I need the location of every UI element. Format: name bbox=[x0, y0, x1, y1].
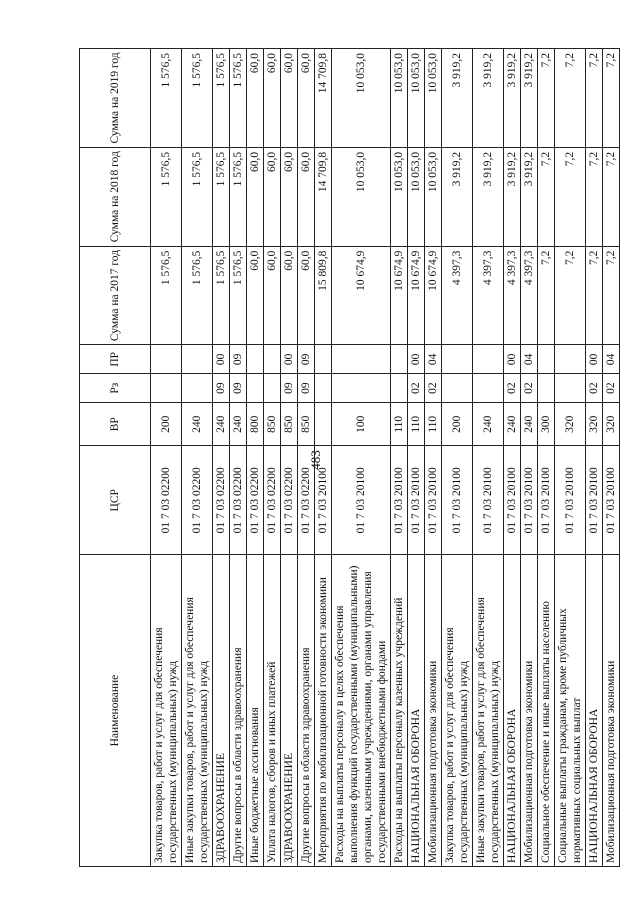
cell-name: Закупка товаров, работ и услуг для обеспечения государственных (муниципальных) нужд bbox=[151, 555, 182, 867]
cell-sum-2017: 4 397,3 bbox=[473, 246, 504, 345]
cell-pr bbox=[538, 345, 555, 374]
cell-sum-2019: 1 576,5 bbox=[151, 49, 182, 148]
cell-sum-2018: 1 576,5 bbox=[213, 147, 230, 246]
cell-vr: 320 bbox=[586, 403, 603, 446]
cell-vr: 240 bbox=[473, 403, 504, 446]
cell-sum-2017: 15 809,8 bbox=[315, 246, 332, 345]
cell-pr bbox=[442, 345, 473, 374]
cell-name: Мобилизационная подготовка экономики bbox=[425, 555, 442, 867]
cell-sum-2018: 60,0 bbox=[298, 147, 315, 246]
cell-rz: 09 bbox=[230, 374, 247, 403]
header-name: Наименование bbox=[80, 555, 151, 867]
cell-sum-2018: 7,2 bbox=[555, 147, 586, 246]
cell-sum-2019: 10 053,0 bbox=[408, 49, 425, 148]
cell-sum-2018: 3 919,2 bbox=[473, 147, 504, 246]
rotated-table-container bbox=[79, 48, 618, 867]
cell-name: Мероприятия по мобилизационной готовности экономики bbox=[315, 555, 332, 867]
cell-sum-2018: 60,0 bbox=[264, 147, 281, 246]
cell-csr: 01 7 03 02200 bbox=[230, 446, 247, 555]
cell-rz bbox=[473, 374, 504, 403]
cell-name: Социальные выплаты гражданам, кроме публичных нормативных социальных выплат bbox=[555, 555, 586, 867]
cell-sum-2019: 14 709,8 bbox=[315, 49, 332, 148]
cell-pr bbox=[264, 345, 281, 374]
table-row bbox=[332, 49, 391, 867]
cell-name: Иные бюджетные ассигнования bbox=[247, 555, 264, 867]
cell-sum-2017: 1 576,5 bbox=[213, 246, 230, 345]
cell-sum-2018: 14 709,8 bbox=[315, 147, 332, 246]
cell-sum-2019: 1 576,5 bbox=[230, 49, 247, 148]
cell-csr: 01 7 03 02200 bbox=[264, 446, 281, 555]
cell-sum-2018: 1 576,5 bbox=[151, 147, 182, 246]
cell-rz: 09 bbox=[281, 374, 298, 403]
cell-pr: 00 bbox=[408, 345, 425, 374]
cell-pr: 09 bbox=[230, 345, 247, 374]
cell-sum-2018: 1 576,5 bbox=[230, 147, 247, 246]
cell-csr: 01 7 03 20100 bbox=[315, 446, 332, 555]
cell-vr: 200 bbox=[442, 403, 473, 446]
cell-sum-2017: 60,0 bbox=[247, 246, 264, 345]
cell-csr: 01 7 03 20100 bbox=[521, 446, 538, 555]
cell-sum-2019: 7,2 bbox=[603, 49, 620, 148]
cell-name: НАЦИОНАЛЬНАЯ ОБОРОНА bbox=[408, 555, 425, 867]
cell-sum-2018: 10 053,0 bbox=[391, 147, 408, 246]
cell-sum-2019: 3 919,2 bbox=[521, 49, 538, 148]
table-row bbox=[391, 49, 408, 867]
table-row bbox=[264, 49, 281, 867]
cell-vr: 300 bbox=[538, 403, 555, 446]
cell-rz: 02 bbox=[521, 374, 538, 403]
cell-vr: 240 bbox=[504, 403, 521, 446]
cell-sum-2018: 10 053,0 bbox=[425, 147, 442, 246]
header-sum-2019: Сумма на 2019 год bbox=[80, 49, 151, 148]
cell-rz bbox=[315, 374, 332, 403]
cell-csr: 01 7 03 02200 bbox=[151, 446, 182, 555]
header-pr: ПР bbox=[80, 345, 151, 374]
cell-vr: 110 bbox=[425, 403, 442, 446]
cell-sum-2017: 10 674,9 bbox=[425, 246, 442, 345]
table-row bbox=[182, 49, 213, 867]
header-sum-2017: Сумма на 2017 год bbox=[80, 246, 151, 345]
cell-rz bbox=[264, 374, 281, 403]
cell-sum-2017: 10 674,9 bbox=[408, 246, 425, 345]
table-row bbox=[247, 49, 264, 867]
budget-table bbox=[79, 48, 620, 867]
cell-sum-2019: 60,0 bbox=[298, 49, 315, 148]
cell-sum-2017: 7,2 bbox=[555, 246, 586, 345]
cell-name: Мобилизационная подготовка экономики bbox=[603, 555, 620, 867]
cell-rz bbox=[332, 374, 391, 403]
cell-name: ЗДРАВООХРАНЕНИЕ bbox=[281, 555, 298, 867]
cell-pr: 00 bbox=[504, 345, 521, 374]
cell-vr: 240 bbox=[521, 403, 538, 446]
cell-pr: 09 bbox=[298, 345, 315, 374]
cell-pr: 00 bbox=[586, 345, 603, 374]
cell-rz: 02 bbox=[425, 374, 442, 403]
table-row bbox=[281, 49, 298, 867]
cell-pr bbox=[151, 345, 182, 374]
table-row bbox=[442, 49, 473, 867]
cell-vr: 200 bbox=[151, 403, 182, 446]
cell-vr: 320 bbox=[555, 403, 586, 446]
table-row bbox=[521, 49, 538, 867]
table-row bbox=[151, 49, 182, 867]
cell-csr: 01 7 03 20100 bbox=[425, 446, 442, 555]
table-row bbox=[315, 49, 332, 867]
cell-rz: 09 bbox=[213, 374, 230, 403]
cell-vr: 110 bbox=[408, 403, 425, 446]
cell-vr bbox=[315, 403, 332, 446]
cell-sum-2018: 3 919,2 bbox=[442, 147, 473, 246]
page-number: 483 bbox=[308, 450, 323, 470]
header-sum-2018: Сумма на 2018 год bbox=[80, 147, 151, 246]
cell-pr bbox=[391, 345, 408, 374]
cell-csr: 01 7 03 20100 bbox=[332, 446, 391, 555]
table-row bbox=[538, 49, 555, 867]
cell-sum-2017: 60,0 bbox=[264, 246, 281, 345]
cell-sum-2017: 60,0 bbox=[281, 246, 298, 345]
cell-sum-2017: 7,2 bbox=[586, 246, 603, 345]
table-row bbox=[213, 49, 230, 867]
cell-csr: 01 7 03 20100 bbox=[391, 446, 408, 555]
cell-sum-2018: 3 919,2 bbox=[504, 147, 521, 246]
cell-sum-2019: 7,2 bbox=[538, 49, 555, 148]
cell-rz bbox=[391, 374, 408, 403]
table-row bbox=[555, 49, 586, 867]
cell-name: Иные закупки товаров, работ и услуг для обеспечения государственных (муниципальных) нужд bbox=[473, 555, 504, 867]
cell-sum-2017: 10 674,9 bbox=[332, 246, 391, 345]
table-row bbox=[473, 49, 504, 867]
cell-csr: 01 7 03 20100 bbox=[586, 446, 603, 555]
cell-sum-2019: 1 576,5 bbox=[213, 49, 230, 148]
cell-sum-2019: 1 576,5 bbox=[182, 49, 213, 148]
cell-sum-2018: 7,2 bbox=[538, 147, 555, 246]
cell-sum-2019: 7,2 bbox=[555, 49, 586, 148]
cell-csr: 01 7 03 20100 bbox=[538, 446, 555, 555]
cell-name: Иные закупки товаров, работ и услуг для обеспечения государственных (муниципальных) нужд bbox=[182, 555, 213, 867]
cell-vr: 320 bbox=[603, 403, 620, 446]
cell-pr bbox=[247, 345, 264, 374]
cell-sum-2017: 1 576,5 bbox=[151, 246, 182, 345]
table-row bbox=[425, 49, 442, 867]
cell-vr: 240 bbox=[182, 403, 213, 446]
cell-vr: 240 bbox=[213, 403, 230, 446]
cell-sum-2017: 7,2 bbox=[603, 246, 620, 345]
cell-rz bbox=[538, 374, 555, 403]
cell-csr: 01 7 03 02200 bbox=[182, 446, 213, 555]
cell-rz: 02 bbox=[603, 374, 620, 403]
cell-sum-2017: 4 397,3 bbox=[442, 246, 473, 345]
cell-csr: 01 7 03 20100 bbox=[603, 446, 620, 555]
cell-pr bbox=[182, 345, 213, 374]
cell-vr: 850 bbox=[298, 403, 315, 446]
cell-rz bbox=[247, 374, 264, 403]
cell-rz: 02 bbox=[504, 374, 521, 403]
cell-sum-2018: 1 576,5 bbox=[182, 147, 213, 246]
cell-vr: 800 bbox=[247, 403, 264, 446]
cell-rz: 09 bbox=[298, 374, 315, 403]
header-csr: ЦСР bbox=[80, 446, 151, 555]
cell-sum-2017: 10 674,9 bbox=[391, 246, 408, 345]
table-row bbox=[603, 49, 620, 867]
cell-name: Расходы на выплаты персоналу казенных учреждений bbox=[391, 555, 408, 867]
cell-pr: 00 bbox=[213, 345, 230, 374]
cell-csr: 01 7 03 20100 bbox=[442, 446, 473, 555]
cell-sum-2018: 10 053,0 bbox=[332, 147, 391, 246]
cell-sum-2019: 7,2 bbox=[586, 49, 603, 148]
cell-vr: 850 bbox=[264, 403, 281, 446]
cell-sum-2019: 10 053,0 bbox=[332, 49, 391, 148]
table-row bbox=[298, 49, 315, 867]
cell-rz bbox=[151, 374, 182, 403]
cell-pr: 00 bbox=[281, 345, 298, 374]
cell-csr: 01 7 03 20100 bbox=[555, 446, 586, 555]
cell-rz bbox=[555, 374, 586, 403]
cell-name: Закупка товаров, работ и услуг для обеспечения государственных (муниципальных) нужд bbox=[442, 555, 473, 867]
cell-pr: 04 bbox=[425, 345, 442, 374]
cell-sum-2018: 3 919,2 bbox=[521, 147, 538, 246]
cell-name: ЗДРАВООХРАНЕНИЕ bbox=[213, 555, 230, 867]
cell-sum-2017: 7,2 bbox=[538, 246, 555, 345]
cell-csr: 01 7 03 02200 bbox=[213, 446, 230, 555]
cell-vr: 100 bbox=[332, 403, 391, 446]
header-rz: Рз bbox=[80, 374, 151, 403]
cell-pr: 04 bbox=[603, 345, 620, 374]
header-vr: ВР bbox=[80, 403, 151, 446]
cell-vr: 240 bbox=[230, 403, 247, 446]
cell-csr: 01 7 03 20100 bbox=[504, 446, 521, 555]
cell-csr: 01 7 03 02200 bbox=[247, 446, 264, 555]
cell-sum-2019: 60,0 bbox=[281, 49, 298, 148]
cell-sum-2018: 60,0 bbox=[281, 147, 298, 246]
cell-sum-2017: 4 397,3 bbox=[521, 246, 538, 345]
cell-sum-2019: 60,0 bbox=[247, 49, 264, 148]
cell-sum-2019: 3 919,2 bbox=[504, 49, 521, 148]
cell-name: НАЦИОНАЛЬНАЯ ОБОРОНА bbox=[504, 555, 521, 867]
header-row bbox=[80, 49, 151, 867]
cell-sum-2019: 3 919,2 bbox=[473, 49, 504, 148]
cell-name: Расходы на выплаты персоналу в целях обеспечения выполнения функций государственными (муниципальными) органами, казенными учреждениями, органами управления государственными внебюджетными фондами bbox=[332, 555, 391, 867]
table-row bbox=[230, 49, 247, 867]
cell-sum-2018: 7,2 bbox=[586, 147, 603, 246]
cell-vr: 110 bbox=[391, 403, 408, 446]
table-row bbox=[408, 49, 425, 867]
cell-sum-2017: 4 397,3 bbox=[504, 246, 521, 345]
cell-sum-2019: 10 053,0 bbox=[425, 49, 442, 148]
cell-sum-2019: 10 053,0 bbox=[391, 49, 408, 148]
cell-name: НАЦИОНАЛЬНАЯ ОБОРОНА bbox=[586, 555, 603, 867]
cell-csr: 01 7 03 20100 bbox=[408, 446, 425, 555]
cell-rz bbox=[182, 374, 213, 403]
cell-name: Мобилизационная подготовка экономики bbox=[521, 555, 538, 867]
cell-pr: 04 bbox=[521, 345, 538, 374]
cell-sum-2017: 60,0 bbox=[298, 246, 315, 345]
cell-vr: 850 bbox=[281, 403, 298, 446]
cell-csr: 01 7 03 02200 bbox=[281, 446, 298, 555]
cell-sum-2019: 3 919,2 bbox=[442, 49, 473, 148]
cell-pr bbox=[315, 345, 332, 374]
cell-sum-2018: 7,2 bbox=[603, 147, 620, 246]
cell-sum-2017: 1 576,5 bbox=[230, 246, 247, 345]
cell-pr bbox=[332, 345, 391, 374]
cell-name: Социальное обеспечение и иные выплаты населению bbox=[538, 555, 555, 867]
cell-pr bbox=[473, 345, 504, 374]
cell-name: Другие вопросы в области здравоохранения bbox=[298, 555, 315, 867]
cell-rz bbox=[442, 374, 473, 403]
cell-csr: 01 7 03 20100 bbox=[473, 446, 504, 555]
cell-rz: 02 bbox=[586, 374, 603, 403]
cell-sum-2018: 60,0 bbox=[247, 147, 264, 246]
cell-sum-2018: 10 053,0 bbox=[408, 147, 425, 246]
cell-name: Другие вопросы в области здравоохранения bbox=[230, 555, 247, 867]
cell-sum-2019: 60,0 bbox=[264, 49, 281, 148]
cell-csr: 01 7 03 02200 bbox=[298, 446, 315, 555]
cell-rz: 02 bbox=[408, 374, 425, 403]
table-row bbox=[586, 49, 603, 867]
cell-sum-2017: 1 576,5 bbox=[182, 246, 213, 345]
cell-name: Уплата налогов, сборов и иных платежей bbox=[264, 555, 281, 867]
table-row bbox=[504, 49, 521, 867]
cell-pr bbox=[555, 345, 586, 374]
